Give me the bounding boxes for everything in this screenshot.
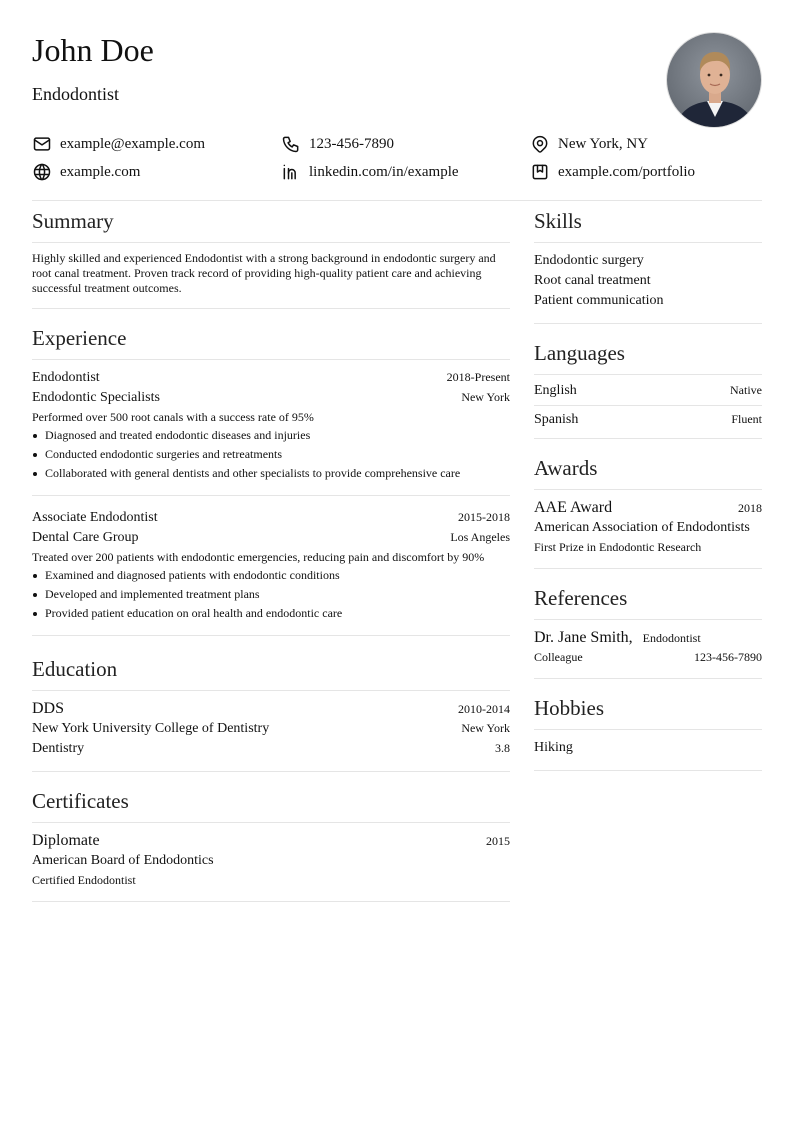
reference-role: Endodontist [642, 631, 701, 645]
certificates-section [32, 788, 510, 902]
education-location: New York [461, 721, 510, 735]
contact-phone[interactable] [281, 134, 530, 154]
skills-section [534, 208, 762, 324]
contact-portfolio[interactable] [530, 162, 762, 182]
certificates-heading: Certificates [32, 788, 510, 823]
certificate-name: Diplomate [32, 832, 100, 849]
experience-summary: Treated over 200 patients with endodontic emergencies, reducing pain and discomfort by 90% [32, 550, 485, 564]
education-heading: Education [32, 656, 510, 691]
certificate-detail: Certified Endodontist [32, 873, 136, 887]
reference-relation: Colleague [534, 650, 583, 664]
globe-icon [32, 162, 52, 182]
experience-location: New York [461, 390, 510, 404]
bookmark-icon [530, 162, 550, 182]
education-section [32, 656, 510, 772]
education-field: Dentistry [32, 741, 85, 756]
certificate-year: 2015 [486, 834, 510, 848]
contact-website[interactable] [32, 162, 281, 182]
experience-section [32, 325, 510, 636]
experience-bullet: Conducted endodontic surgeries and retreatments [32, 445, 510, 464]
phone-icon [281, 134, 301, 154]
language-name: English [534, 383, 577, 398]
phone-text: 123-456-7890 [309, 135, 394, 152]
summary-section [32, 208, 510, 309]
contact-location [530, 134, 762, 154]
experience-company: Endodontic Specialists [32, 390, 160, 405]
award-year: 2018 [738, 501, 762, 515]
contact-linkedin[interactable] [281, 162, 530, 182]
experience-bullets [32, 566, 510, 623]
education-dates: 2010-2014 [458, 702, 510, 716]
experience-dates: 2018-Present [446, 370, 510, 384]
experience-bullets [32, 426, 510, 483]
person-name: John Doe [32, 32, 154, 68]
education-school: New York University College of Dentistry [32, 721, 270, 736]
languages-heading: Languages [534, 340, 762, 375]
skill-item: Patient communication [534, 293, 664, 308]
languages-section [534, 340, 762, 439]
language-name: Spanish [534, 412, 579, 427]
experience-entry [32, 508, 510, 636]
summary-text: Highly skilled and experienced Endodontist with a strong background in endodontic surgery and root canal treatment. Proven track record of providing high-quality patient care and achieving successful treatment outcomes. [32, 251, 496, 295]
references-heading: References [534, 585, 762, 620]
award-name: AAE Award [534, 499, 613, 516]
awards-heading: Awards [534, 455, 762, 490]
side-column [534, 208, 762, 787]
header-divider [32, 200, 762, 201]
skill-item: Endodontic surgery [534, 253, 644, 268]
language-row [534, 406, 762, 434]
experience-role: Endodontist [32, 370, 100, 385]
linkedin-text: linkedin.com/in/example [309, 163, 459, 180]
contact-email[interactable] [32, 134, 281, 154]
education-gpa: 3.8 [495, 741, 510, 755]
experience-dates: 2015-2018 [458, 510, 510, 524]
portfolio-text: example.com/portfolio [558, 163, 696, 180]
profile-photo [666, 32, 762, 128]
skills-heading: Skills [534, 208, 762, 243]
location-text: New York, NY [558, 135, 649, 152]
contact-list [32, 134, 762, 182]
experience-location: Los Angeles [450, 530, 510, 544]
language-level: Fluent [731, 412, 762, 426]
hobbies-heading: Hobbies [534, 695, 762, 730]
email-text: example@example.com [60, 135, 206, 152]
language-level: Native [730, 383, 762, 397]
skill-item: Root canal treatment [534, 273, 651, 288]
experience-role: Associate Endodontist [32, 510, 158, 525]
experience-company: Dental Care Group [32, 530, 139, 545]
award-org: American Association of Endodontists [534, 520, 750, 535]
hobbies-section [534, 695, 762, 771]
experience-summary: Performed over 500 root canals with a success rate of 95% [32, 410, 314, 424]
references-section [534, 585, 762, 679]
website-text: example.com [60, 163, 141, 180]
main-column [32, 208, 510, 918]
experience-entry [32, 368, 510, 496]
reference-phone: 123-456-7890 [694, 650, 762, 664]
reference-name: Dr. Jane Smith, [534, 629, 633, 646]
map-pin-icon [530, 134, 550, 154]
experience-bullet: Developed and implemented treatment plans [32, 585, 510, 604]
experience-bullet: Provided patient education on oral health and endodontic care [32, 604, 510, 623]
linkedin-icon [281, 162, 301, 182]
language-row [534, 377, 762, 406]
experience-bullet: Examined and diagnosed patients with endodontic conditions [32, 566, 510, 585]
experience-bullet: Diagnosed and treated endodontic diseases and injuries [32, 426, 510, 445]
mail-icon [32, 134, 52, 154]
certificate-issuer: American Board of Endodontics [32, 853, 214, 868]
resume-header [32, 32, 762, 132]
education-degree: DDS [32, 700, 65, 717]
awards-section [534, 455, 762, 569]
award-detail: First Prize in Endodontic Research [534, 540, 702, 554]
hobby-item: Hiking [534, 740, 573, 755]
experience-bullet: Collaborated with general dentists and other specialists to provide comprehensive care [32, 464, 510, 483]
job-title: Endodontist [32, 84, 120, 104]
experience-heading: Experience [32, 325, 510, 360]
summary-heading: Summary [32, 208, 510, 243]
